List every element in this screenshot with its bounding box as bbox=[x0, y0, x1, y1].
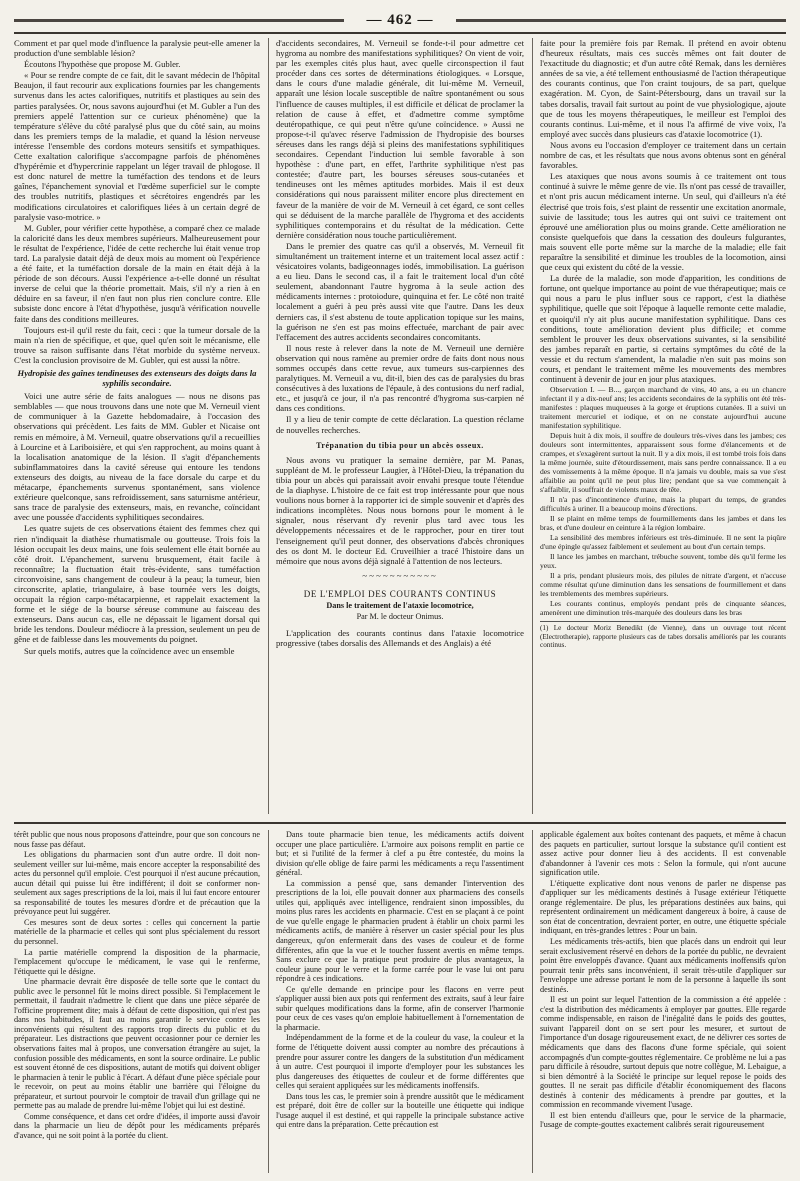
paragraph: Il nous reste à relever dans la note de M. Verneuil une dernière observation qui nous ramène au premier ordre de faits dont nous nous sommes occupés dans cette revue, aux tumeurs sus-carpiennes des paralytiques. M. Verneuil a vu, dit-il, bien des cas de paralysies du bras consécutives à des luxations de l'épaule, à des contusions du nerf radial, etc., et jusqu'à ce jour, il n'a pas rencontré d'hygroma sus-carpien né dans ces conditions. bbox=[276, 342, 524, 414]
paragraph: Dans tous les cas, le premier soin à prendre aussitôt que le médicament est préparé, doit être de coller sur la bouteille une étiquette qui indique l'usage auquel il est destiné, et qui rappelle la principale substance active qui entre dans la préparation. Cette précaution est bbox=[276, 1091, 524, 1130]
paragraph: Il se plaint en même temps de fourmillements dans les jambes et dans les bras, et d'une douleur en ceinture à la région lombaire. bbox=[540, 514, 786, 533]
column-divider bbox=[268, 38, 269, 814]
page-number: — 462 — bbox=[366, 12, 434, 28]
paragraph: Il est bien entendu d'ailleurs que, pour le service de la pharmacie, l'usage de compte-gouttes exactement calibrés serait rigoureusement bbox=[540, 1110, 786, 1130]
paragraph: Voici une autre série de faits analogues — nous ne disons pas semblables — que nous trouvons dans une note que M. Verneuil vient de communiquer à la Gazette hebdomadaire, à l'occasion des observations qui précèdent. Les faits de MM. Gubler et Nicaise ont remis en mémoire, à M. Verneuil, quatre observations qu'il a recueillies à Lourcine et à Lariboisière, et qui s'en rapprochent, au moins quant à la localisation anatomique de la lésion. Il s'agit d'épanchements subinflammatoires dans la cavité séreuse qui entoure les tendons extenseurs des doigts, au niveau de la face dorsale du carpe et du métacarpe, épanchements survenus spontanément, sans violence extérieure quelconque, sans refroidissement, sans saturnisme antérieur, sans trace de paralysie des extenseurs, mais, en revanche, coïncidant avec une poussée d'accidents syphilitiques secondaires. bbox=[14, 391, 260, 523]
paragraph: M. Gubler, pour vérifier cette hypothèse, a comparé chez ce malade la caloricité dans les deux membres supérieurs. Malheureusement pour le résultat de l'expérience, l'idée de cette recherche lui était venue trop tard. La paralysie datait déjà de deux mois au moment où l'expérience a été faite, et la tuméfaction dorsale de la main en était déjà à la période de son décours. Aussi l'expérience a-t-elle donné un résultat inverse de celui que la théorie promettait. Mais, s'il n'y a rien à en déduire en sa faveur, il n'en faut non plus rien conclure contre. Elle subsiste donc encore à l'état d'hypothèse, jusqu'à vérification nouvelle faite dans des conditions meilleures. bbox=[14, 222, 260, 324]
paragraph: Indépendamment de la forme et de la couleur du vase, la couleur et la forme de l'étiquette doivent aussi compter au nombre des précautions à prendre pour assurer contre les dangers de la substitution d'un médicament à un autre. C'est pourquoi il importe d'employer pour les substances les plus dangereuses des étiquettes de couleur et de forme différentes que celles qui seraient appliquées sur les médicaments inoffensifs. bbox=[276, 1033, 524, 1091]
paragraph: Sur quels motifs, autres que la coïncidence avec un ensemble bbox=[24, 645, 235, 656]
top-column-3 bbox=[540, 38, 786, 816]
article-author: Par M. le docteur Onimus. bbox=[356, 612, 444, 622]
paragraph: Les ataxiques que nous avons soumis à ce traitement ont tous continué à suivre le même genre de vie. Ils n'ont pas cessé de travailler, et n'ont pris aucun médicament interne. Un seul, qui d'ailleurs n'a été électrisé que trois fois, s'est plaint de ressentir une excitation anormale, suivie de lassitude; tous les autres qui ont suivi ce traitement ont éprouvé une amélioration plus ou moins grande. Cette amélioration ne consiste quelquefois que dans la cessation des douleurs fulgurantes, mais souvent elle porte même sur la marche de la maladie; elle fait reparaître la sensibilité et diminue les troubles de la locomotion, ainsi que ceux qui existent du côté de la vessie. bbox=[540, 171, 786, 273]
footnote: (1) Le docteur Moriz Benedikt (de Vienne), dans un ouvrage tout récent (Electrotherapie), rapporte plusieurs cas de tabes dorsalis améliorés par les courants continus. bbox=[540, 621, 786, 650]
article-subtitle: Dans le traitement de l'ataxie locomotrice, bbox=[326, 600, 474, 610]
paragraph: Comment et par quel mode d'influence la paralysie peut-elle amener la production d'une semblable lésion? bbox=[14, 38, 260, 59]
paragraph: Les obligations du pharmacien sont d'un autre ordre. Il doit non-seulement veiller sur lui-même, mais encore accepter la responsabilité des actes du personnel qu'il emploie. C'est pourquoi il n'est aucune précaution, aucun détail qui puisse lui être indifférent; il doit se conformer non-seulement aux sages prescriptions de la loi, mais il lui faut encore entourer sa responsabilité de toutes les mesures d'ordre et de précaution que la prévoyance peut lui suggérer. bbox=[14, 850, 260, 917]
paragraph: Dans toute pharmacie bien tenue, les médicaments actifs doivent occuper une place particulière. L'armoire aux poisons remplit en partie ce but; et si l'utilité de la fermer à clef a pu être contestée, du moins la division qu'elle oblige de faire parmi les médicaments a reçu l'assentiment général. bbox=[276, 830, 524, 878]
paragraph: Dans le premier des quatre cas qu'il a observés, M. Verneuil fit simultanément un traitement interne et un traitement local assez actif : vésicatoires volants, badigeonnages iodés, immobilisation. La guérison a eu lieu. Dans le second cas, il a fait le traitement local d'un côté seulement, abandonnant l'autre hygroma à la seule action des médicaments internes : protoiodure, quinquina et fer. Le côté non traité localement a guéri à peu près aussi vite que l'autre. Dans les deux derniers cas, il s'est abstenu de toute application topique sur les mains, la guérison ne s'en est pas moins effectuée, marchant de pair avec l'effacement des autres accidents secondaires concomitants. bbox=[276, 240, 524, 342]
paragraph: Observation I. — B..., garçon marchand de vins, 40 ans, a eu un chancre infectant il y a dix-neuf ans; les accidents secondaires de la syphilis ont été très-manifestes : plaques muqueuses à la gorge et éruptions cutanées. Il a suivi un traitement mercuriel et iodique, et on ne constate aujourd'hui aucune manifestation syphilitique. bbox=[540, 385, 786, 431]
section-subtitle: Hydropisie des gaînes tendineuses des extenseurs des doigts dans la syphilis secondaire. bbox=[17, 368, 257, 389]
paragraph: L'étiquette explicative dont nous venons de parler ne dispense pas d'appliquer sur les médicaments destinés à l'usage extérieur l'étiquette orange réglementaire. De plus, les préparations destinées aux bains, qui représentent ordinairement un médicament dangereux à boire, à cause de son état de concentration, devraient porter, en outre, une étiquette spéciale indiquant, en très-grandes lettres : Pour un bain. bbox=[540, 878, 786, 936]
article-title: DE L'EMPLOI DES COURANTS CONTINUS bbox=[303, 588, 497, 599]
paragraph: Ce qu'elle demande en principe pour les flacons en verre peut s'appliquer aussi bien aux pots qui renferment des extraits, sauf à leur faire subir quelques modifications dans la forme, afin de conserver l'harmonie pour ceux de ces vases qu'on emploie habituellement à l'ornementation de la pharmacie. bbox=[276, 984, 524, 1032]
paragraph: Nous avons eu l'occasion d'employer ce traitement dans un certain nombre de cas, et les résultats que nous avons obtenus sont en général favorables. bbox=[540, 139, 786, 171]
paragraph: applicable également aux boîtes contenant des paquets, et même à chacun des paquets en particulier, surtout lorsque la substance qu'il contient est assez active pour donner lieu à des accidents. Il est convenable d'abandonner à l'avenir ces mots : Selon la formule, qui n'ont aucune signification utile. bbox=[540, 830, 786, 878]
paragraph: Il y a lieu de tenir compte de cette déclaration. La question réclame de nouvelles recherches. bbox=[276, 414, 524, 435]
paragraph: L'application des courants continus dans l'ataxie locomotrice progressive (tabes dorsalis des Allemands et des Anglais) a été bbox=[276, 628, 524, 649]
column-divider bbox=[532, 38, 533, 814]
paragraph: Ces mesures sont de deux sortes : celles qui concernent la partie matérielle de la pharmacie et celles qui sont plus spécialement du ressort du personnel. bbox=[14, 917, 260, 947]
paragraph: faite pour la première fois par Remak. Il prétend en avoir obtenu d'heureux résultats, mais ces succès mêmes ont fait douter de l'exactitude du diagnostic; et d'un autre côté Remak, dans les dernières années de sa vie, a été tellement enthousiasmé de l'action thérapeutique des courants continus, que l'on craint toujours, de sa part, quelque exagération. M. Cyon, de Saint-Pétersbourg, dans un travail sur la tabes dorsalis, travail fait surtout au point de vue physiologique, ajoute que de tous les moyens thérapeutiques, le meilleur est l'emploi des courants continus. Lui-même, et il nous l'a affirmé de vive voix, l'a employé avec succès dans plusieurs cas d'ataxie locomotrice (1). bbox=[540, 38, 786, 139]
paragraph: La durée de la maladie, son mode d'apparition, les conditions de fortune, ont quelque importance au point de vue thérapeutique; mais ce qui nous a paru le plus influer sous ce rapport, c'est la diathèse syphilitique, quelle que soit l'époque à laquelle remonte cette maladie, et quoiqu'il n'y ait plus aucune manifestation syphilitique. Dans ces conditions, toute amélioration devient plus difficile; et comme semblent le prouver les deux observations suivantes, si la sensibilité des jambes reparaît en partie, si certains symptômes du côté de la vessie et du rectum s'amendent, la maladie n'en suit pas moins son cours, et pendant le traitement même les mouvements des membres continuent à devenir de jour en jour plus ataxiques. bbox=[540, 273, 786, 385]
bottom-column-2 bbox=[276, 830, 524, 1175]
paragraph: Une pharmacie devrait être disposée de telle sorte que le contact du public avec le personnel fût le moins direct possible. Si l'emplacement le permettait, il faudrait n'admettre le client que dans une pièce séparée de l'officine proprement dite; mais à défaut de cette disposition, qui n'est pas dans nos habitudes, il faut au moins garantir le service contre les inconvénients qui résultent des rapports trop directs du public et du préparateur. Les distractions que peuvent occasionner pour ce dernier les observations faites mal à propos, une conversation étrangère au sujet, la confusion possible des médicaments, en sont la source ordinaire. Le public est souvent étonné de ces dispositions, autant de motifs qui doivent obliger le pharmacien à tenir le public à l'écart. A défaut d'une pièce spéciale pour le recevoir, on peut au moins établir une barrière qui l'éloigne du préparateur, et surtout pourvoir le comptoir de travail d'un grillage qui ne permette pas au malade de prendre lui-même l'objet qui lui est destiné. bbox=[14, 977, 260, 1111]
paragraph: La commission a pensé que, sans demander l'intervention des prescriptions de la loi, elle pouvait donner aux pharmaciens des conseils utiles qui, appliqués avec intelligence, rendraient sinon impossibles, du moins plus rares les accidents en pharmacie. C'est en se plaçant à ce point de vue qu'elle engage le pharmacien prudent à établir un choix parmi les médicaments actifs, de manière à réserver un casier spécial pour les plus dangereux, qu'on enfermerait dans des vases de couleur et de forme différentes, afin que la vue et le toucher fussent avertis en même temps. Sans exclure ce que la pratique peut produire de plus avantageux, la couleur jaune pour le verre et la forme carrée pour le vase lui ont paru répondre à ces indications. bbox=[276, 878, 524, 984]
paragraph: Nous avons vu pratiquer la semaine dernière, par M. Panas, suppléant de M. le professeur Laugier, à l'Hôtel-Dieu, la trépanation du tibia pour un abcès qui paraissait avoir envahi presque toute l'étendue de la diaphyse. L'histoire de ce fait est trop intéressante pour que nous voulions nous borner à la rapporter ici de simple souvenir et d'après des indications incomplètes. Nous nous bornons pour le moment à le signaler, nous réservant d'y revenir plus tard avec tous les développements nécessaires et de le rapprocher, pour en tirer tout l'enseignement qu'il peut donner, des observations d'abcès chroniques des os dont M. le docteur Ed. Cruveilhier a tracé l'histoire dans un mémoire que nous avons déjà signalé à l'attention de nos lecteurs. bbox=[276, 454, 524, 566]
paragraph: Les médicaments très-actifs, bien que placés dans un endroit qui leur serait exclusivement réservé en dehors de la portée du public, ne devraient point être enveloppés d'avance. Quant aux médicaments inoffensifs qu'on pourrait tenir prêts sans inconvénient, il serait très-utile d'appliquer sur l'enveloppe une adresse portant le nom de la personne à laquelle ils sont destinés. bbox=[540, 937, 786, 994]
observation-block bbox=[540, 385, 786, 617]
paragraph: Comme conséquence, et dans cet ordre d'idées, il importe aussi d'avoir dans la pharmacie un lieu de dépôt pour les médicaments préparés d'avance, qui ne soit point à la portée du client. bbox=[14, 1111, 260, 1140]
top-column-2 bbox=[276, 38, 524, 816]
top-column-1 bbox=[14, 38, 260, 816]
page-header bbox=[14, 10, 786, 34]
paragraph: Les courants continus, employés pendant près de cinquante séances, amenèrent une diminution très-marquée des douleurs dans les bras bbox=[540, 599, 786, 618]
paragraph: Il n'a pas d'incontinence d'urine, mais la plupart du temps, de grandes difficultés à uriner. Il a beaucoup moins d'érections. bbox=[540, 495, 786, 514]
ornament-divider: ~~~~~~~~~~~ bbox=[362, 570, 438, 581]
paragraph: Les quatre sujets de ces observations étaient des femmes chez qui rien n'indiquait la diathèse rhumatismale ou goutteuse. Trois fois la lésion occupait les deux mains, une fois seulement elle était bornée au côté droit. L'épanchement, survenu brusquement, était facile à reconnaître; la fluctuation était très-évidente, sans tuméfaction circonvoisine, sans changement de couleur à la peau; la tumeur, bien circonscrite, aplatie, triangulaire, à base tournée vers les doigts, occupait la région carpo-métacarpienne, et rappelait exactement la forme et le siége de la bourse séreuse commune au faisceau des extenseurs. Dans aucun cas, elle ne dépassait le ligament dorsal qui bride les tendons. Douleur médiocre à la pression, seulement un peu de gêne et de faiblesse dans les mouvements du poignet. bbox=[14, 523, 260, 645]
paragraph: Il a pris, pendant plusieurs mois, des pilules de nitrate d'argent, et n'accuse comme résultat qu'une diminution dans les sensations de fourmillement et dans les tremblements des membres supérieurs. bbox=[540, 571, 786, 599]
paragraph: Depuis huit à dix mois, il souffre de douleurs très-vives dans les jambes; ces douleurs sont intermittentes, apparaissent sous forme d'élancements et de crampes, et s'exagèrent surtout la nuit. Il y a dix mois, il est tombé trois fois dans la même journée, suite d'étourdissement, mais sans perdre connaissance. Il a eu des vomissements à la même époque. Il n'a jamais vu double, mais sa vue s'est affaiblie au point qu'il ne peut plus lire; pendant que sa vue commençait à s'affaiblir, il souffrait de violents maux de tête. bbox=[540, 431, 786, 495]
paragraph: térêt public que nous nous proposons d'atteindre, pour que son concours ne nous fasse pas défaut. bbox=[14, 830, 260, 849]
paragraph: Écoutons l'hypothèse que propose M. Gubler. bbox=[24, 59, 181, 70]
bottom-column-3 bbox=[540, 830, 786, 1175]
section-separator bbox=[14, 822, 786, 824]
paragraph: La sensibilité des membres inférieurs est très-diminuée. Il ne sent la piqûre d'une épingle qu'assez faiblement et seulement au bout d'un certain temps. bbox=[540, 533, 786, 552]
paragraph: La partie matérielle comprend la disposition de la pharmacie, l'emplacement qu'occupe le médicament, le vase qui le renferme, l'étiquette qui le désigne. bbox=[14, 947, 260, 976]
column-divider bbox=[532, 830, 533, 1173]
paragraph: Il est un point sur lequel l'attention de la commission a été appelée : c'est la distribution des médicaments à employer par gouttes. Elle regarde comme indispensable, en raison de l'inégalité dans le poids des gouttes, suivant l'appareil dont on se sert pour les mesurer, et surtout de l'importance d'un dosage rigoureusement exact, de ne délivrer ces sortes de médicaments que dans des flacons d'une forme spéciale, qui soient accompagnés d'un compte-gouttes réglementaire. Ce problème ne lui a pas paru difficile à résoudre, surtout depuis que notre collègue, M. Lebaigue, a si bien démontré à la Société le principe sur lequel repose le poids des gouttes. Il ne serait pas difficile d'établir économiquement des flacons destinés à contenir des médicaments à prendre par gouttes, et la commission en recommande vivement l'usage. bbox=[540, 995, 786, 1110]
paragraph: d'accidents secondaires, M. Verneuil se fonde-t-il pour admettre cet hygroma au nombre des manifestations syphilitiques? On vient de voir, par les exemples cités plus haut, avec quelle circonspection il faut procéder dans ces sortes de déterminations étiologiques. « Lorsque, dans le cours d'une maladie générale, dit lui-même M. Verneuil, apparaît une lésion locale susceptible de naître spontanément ou sous l'influence de causes multiples, il est difficile et délicat de proclamer la relation de cause à effet, et d'admettre comme symptôme deutéropathique, ce qui peut n'être qu'une coïncidence. » Aussi ne propose-t-il qu'avec réserve l'admission de l'hydropisie des bourses séreuses dans les rangs déjà si pleins des manifestations syphilitiques secondaires. Cependant l'induction lui semble favorable à son hypothèse : d'une part, en effet, l'arthrite syphilitique n'est pas contestée; d'autre part, les bourses séreuses sous-cutanées et tendineuses ont les mêmes aptitudes morbides. Mais il est deux considérations qui nous paraissent militer encore plus directement en faveur de la manière de voir de M. Verneuil à cet égard, ce sont celles qui se déduisent de la marche parallèle de l'hygroma et des accidents syphilitiques contemporains et du résultat de la médication. Cette dernière considération nous touche particulièrement. bbox=[276, 38, 524, 240]
bottom-column-1 bbox=[14, 830, 260, 1175]
section-heading: Trépanation du tibia pour un abcès osseux. bbox=[316, 440, 484, 450]
paragraph: « Pour se rendre compte de ce fait, dit le savant médecin de l'hôpital Beaujon, il faut recourir aux explications fournies par les changements survenus dans les actes calorifiques, nutritifs et plastiques au sein des parties paralysées. Or, nous savons aujourd'hui (et M. Gubler a l'un des premiers appelé l'attention sur ce curieux phénomène) que la température s'élève du côté paralysé plus que du côté sain, au moins dans les premiers temps de la maladie, et quand la lésion nerveuse intéresse l'ensemble des cordons moteurs sensitifs et sympathiques. Cette exaltation calorifique s'accompagne parfois de phénomènes d'hypérémie et d'hypercrinie rappelant un léger travail de phlogose. Il est donc naturel de mettre la tuméfaction des tendons et de leurs gaînes, l'épanchement synovial et l'œdème superficiel sur le compte des troubles nutritifs, plastiques et sécrétoires engendrés par les modifications circulatoires et calorifiques liées à un certain degré de paralysie vaso-motrice. » bbox=[14, 70, 260, 222]
column-divider bbox=[268, 830, 269, 1173]
paragraph: Toujours est-il qu'il reste du fait, ceci : que la tumeur dorsale de la main n'a rien de spécifique, et que, quel qu'en soit le mécanisme, elle trouve sa raison suffisante dans l'état morbide du système nerveux. C'est la conclusion provisoire de M. Gubler, qui est aussi la nôtre. bbox=[14, 324, 260, 365]
paragraph: Il lance les jambes en marchant, trébuche souvent, tombe dès qu'il ferme les yeux. bbox=[540, 552, 786, 571]
